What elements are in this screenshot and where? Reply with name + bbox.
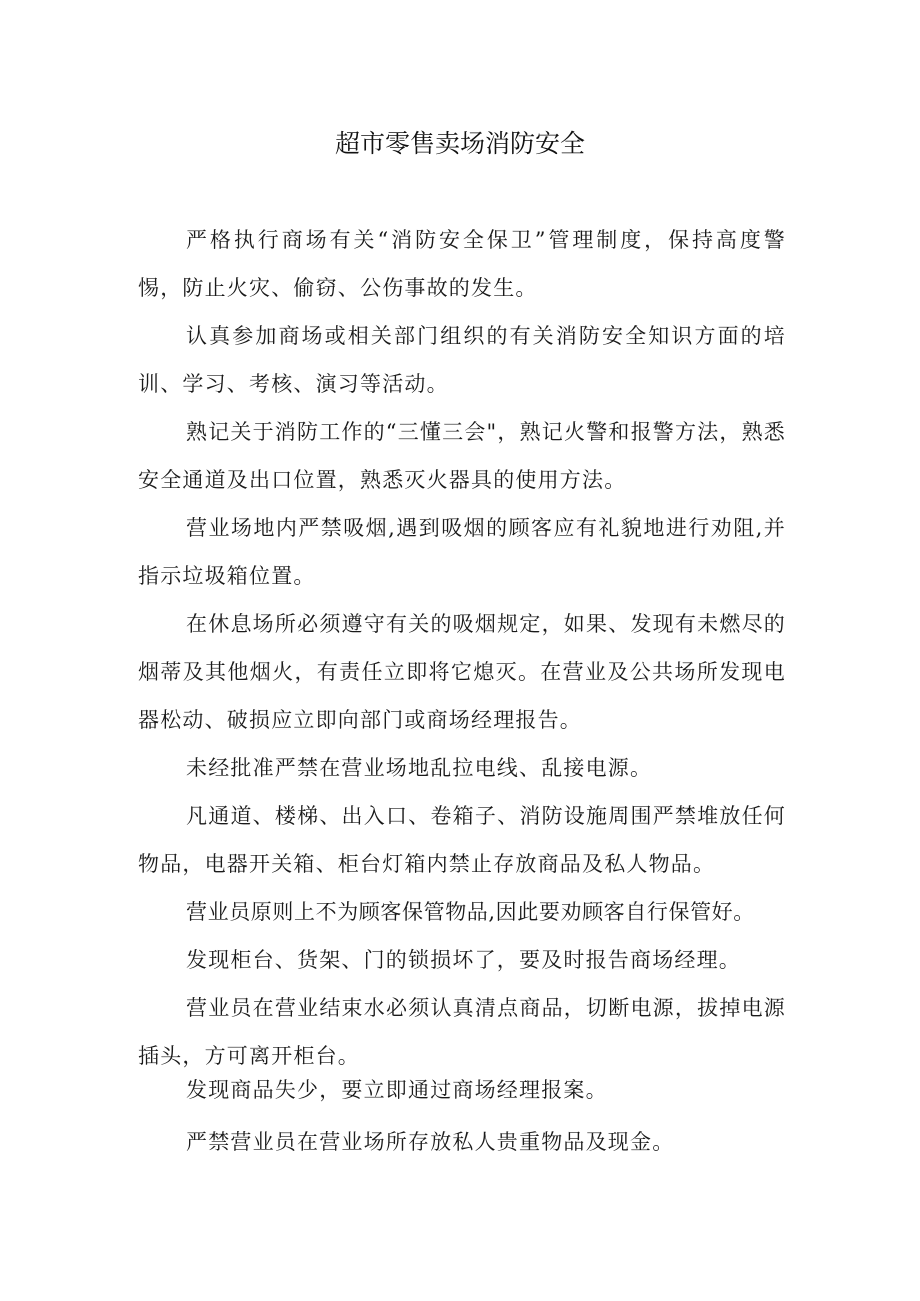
paragraph-3: 熟记关于消防工作的“三懂三会"，熟记火警和报警方法，熟悉安全通道及出口位置，熟悉灭火器具的使用方法。	[138, 420, 786, 492]
paragraph-6: 未经批准严禁在营业场地乱拉电线、乱接电源。	[186, 756, 653, 780]
paragraph-2: 认真参加商场或相关部门组织的有关消防安全知识方面的培训、学习、考核、演习等活动。	[138, 324, 786, 396]
paragraph-12: 严禁营业员在营业场所存放私人贵重物品及现金。	[186, 1130, 675, 1154]
paragraph-11: 发现商品失少，要立即通过商场经理报案。	[186, 1078, 608, 1102]
paragraph-8: 营业员原则上不为顾客保管物品,因此要劝顾客自行保管好。	[186, 900, 755, 924]
paragraph-10: 营业员在营业结束水必须认真清点商品，切断电源，拔掉电源插头，方可离开柜台。	[138, 996, 786, 1068]
paragraph-9: 发现柜台、货架、门的锁损坏了，要及时报告商场经理。	[186, 948, 741, 972]
paragraph-7: 凡通道、楼梯、出入口、卷箱子、消防设施周围严禁堆放任何物品，电器开关箱、柜台灯箱内禁止存放商品及私人物品。	[138, 804, 786, 876]
document-title: 超市零售卖场消防安全	[334, 129, 585, 158]
paragraph-1: 严格执行商场有关“消防安全保卫”管理制度，保持高度警惕，防止火灾、偷窃、公伤事故的发生。	[138, 228, 786, 300]
paragraph-4: 营业场地内严禁吸烟,遇到吸烟的顾客应有礼貌地进行劝阻,并指示垃圾箱位置。	[138, 516, 786, 588]
paragraph-5: 在休息场所必须遵守有关的吸烟规定，如果、发现有未燃尽的烟蒂及其他烟火，有责任立即将它熄灭。在营业及公共场所发现电器松动、破损应立即向部门或商场经理报告。	[138, 612, 786, 732]
